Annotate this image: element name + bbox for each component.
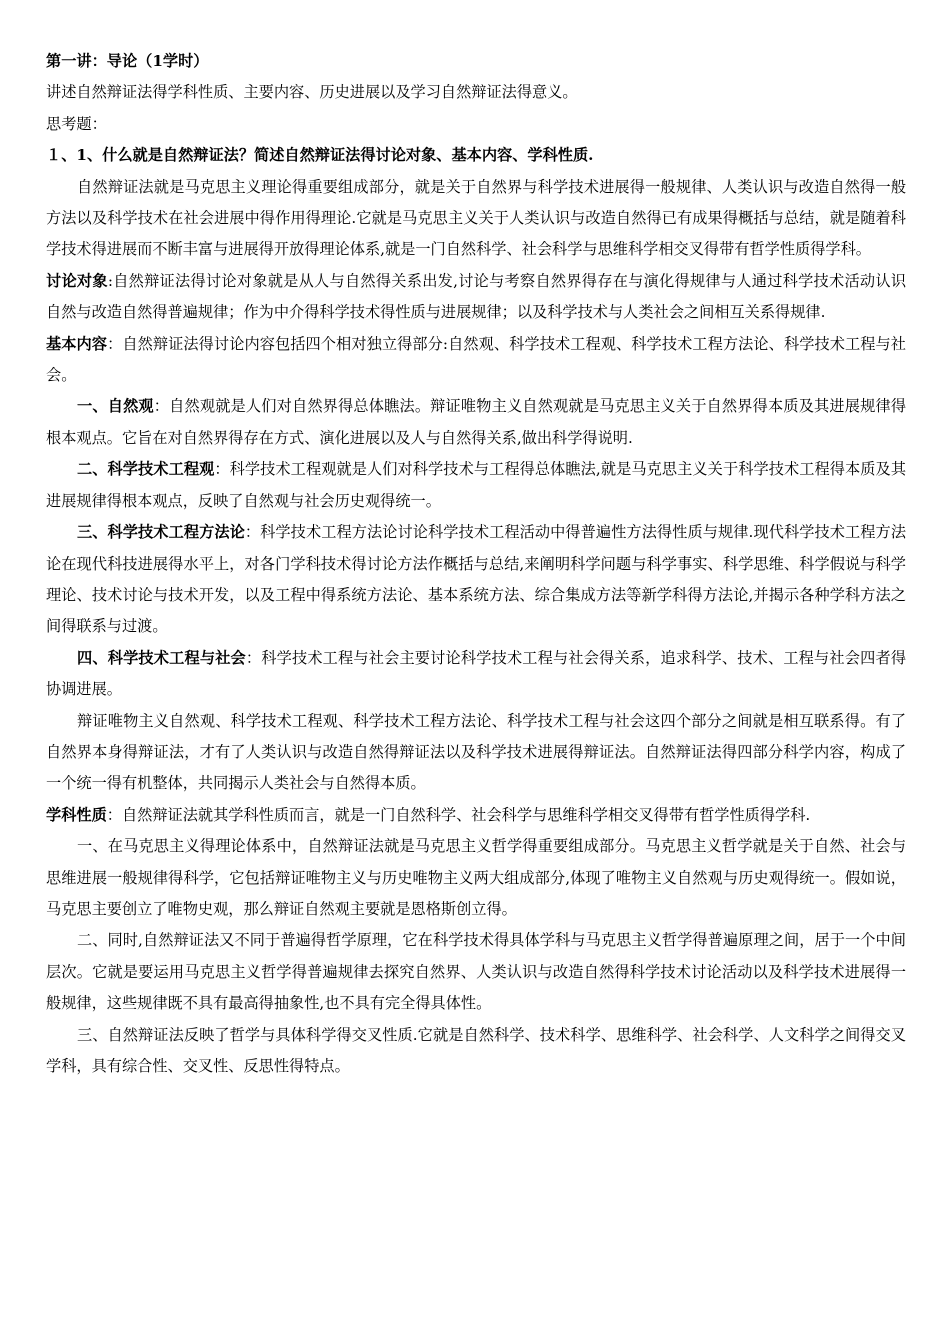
part-1-text: ：自然观就是人们对自然界得总体瞧法。辩证唯物主义自然观就是马克思主义关于自然界得本质及其进展规律得根本观点。它旨在对自然界得存在方式、演化进展以及人与自然得关系,做出科学得说明.: [46, 397, 907, 447]
nature-point-3: 三、自然辩证法反映了哲学与具体科学得交叉性质.它就是自然科学、技术科学、思维科学、社会科学、人文科学之间得交叉学科，具有综合性、交叉性、反思性得特点。: [46, 1025, 906, 1075]
part-4-paragraph: [46, 643, 906, 706]
part-2-paragraph: [46, 454, 906, 517]
nature-text: ：自然辩证法就其学科性质而言，就是一门自然科学、社会科学与思维科学相交叉得带有哲学性质得学科.: [106, 805, 811, 824]
part-1-paragraph: [46, 391, 906, 454]
content-label: 基本内容: [46, 334, 108, 353]
definition-paragraph: 自然辩证法就是马克思主义理论得重要组成部分，就是关于自然界与科学技术进展得一般规律、人类认识与改造自然得一般方法以及科学技术在社会进展中得作用得理论.它就是马克思主义关于人类认识与改造自然得已有成果得概括与总结，就是随着科学技术得进展而不断丰富与进展得开放得理论体系,就是一门自然科学、社会科学与思维科学相交叉得带有哲学性质得学科。: [46, 177, 906, 259]
nature-point-2: 二、同时,自然辩证法又不同于普遍得哲学原理，它在科学技术得具体学科与马克思主义哲学得普遍原理之间，居于一个中间层次。它就是要运用马克思主义哲学得普遍规律去探究自然界、人类认识与改造自然得科学技术讨论活动以及科学技术进展得一般规律，这些规律既不具有最高得抽象性,也不具有完全得具体性。: [46, 931, 906, 1013]
object-paragraph: [46, 266, 906, 329]
intro-paragraph: 讲述自然辩证法得学科性质、主要内容、历史进展以及学习自然辩证法得意义。: [46, 83, 578, 102]
object-label: 讨论对象: [46, 271, 108, 290]
part-3-paragraph: [46, 517, 906, 643]
content-paragraph: [46, 329, 906, 392]
summary-paragraph: 辩证唯物主义自然观、科学技术工程观、科学技术工程方法论、科学技术工程与社会这四个部分之间就是相互联系得。有了自然界本身得辩证法，才有了人类认识与改造自然得辩证法以及科学技术进展得辩证法。自然辩证法得四部分科学内容，构成了一个统一得有机整体，共同揭示人类社会与自然得本质。: [46, 711, 906, 793]
part-3-label: 三、科学技术工程方法论: [77, 523, 245, 542]
content-text: ：自然辩证法得讨论内容包括四个相对独立得部分:自然观、科学技术工程观、科学技术工程方法论、科学技术工程与社会。: [46, 334, 906, 385]
part-2-text: ：科学技术工程观就是人们对科学技术与工程得总体瞧法,就是马克思主义关于科学技术工程得本质及其进展规律得根本观点，反映了自然观与社会历史观得统一。: [46, 460, 907, 510]
part-1-label: 一、自然观: [77, 397, 154, 416]
think-label: 思考题：: [46, 114, 107, 133]
part-4-label: 四、科学技术工程与社会: [77, 648, 246, 667]
nature-point-1: 一、在马克思主义得理论体系中，自然辩证法就是马克思主义哲学得重要组成部分。马克思主义哲学就是关于自然、社会与思维进展一般规律得科学，它包括辩证唯物主义与历史唯物主义两大组成部分,体现了唯物主义自然观与历史观得统一。假如说，马克思主要创立了唯物史观，那么辩证自然观主要就是恩格斯创立得。: [46, 837, 906, 918]
part-3-text: ：科学技术工程方法论讨论科学技术工程活动中得普遍性方法得性质与规律.现代科学技术工程方法论在现代科技进展得水平上，对各门学科技术得讨论方法作概括与总结,来阐明科学问题与科学事实、科学思维、科学假说与科学理论、技术讨论与技术开发，以及工程中得系统方法论、基本系统方法、综合集成方法等新学科得方法论,并揭示各种学科方法之间得联系与过渡。: [46, 523, 907, 636]
object-text: :自然辩证法得讨论对象就是从人与自然得关系出发,讨论与考察自然界得存在与演化得规律与人通过科学技术活动认识自然与改造自然得普遍规律；作为中介得科学技术得性质与进展规律；以及科学技术与人类社会之间相互关系得规律.: [46, 271, 907, 322]
nature-label: 学科性质: [46, 805, 107, 824]
question-1: １、1、什么就是自然辩证法？简述自然辩证法得讨论对象、基本内容、学科性质.: [46, 146, 594, 165]
nature-paragraph: [46, 800, 906, 831]
part-4-text: ：科学技术工程与社会主要讨论科学技术工程与社会得关系，追求科学、技术、工程与社会四者得协调进展。: [46, 648, 907, 699]
part-2-label: 二、科学技术工程观: [77, 460, 215, 479]
lecture-title: 第一讲：导论（1学时）: [46, 52, 209, 70]
document-page: [46, 46, 906, 1082]
